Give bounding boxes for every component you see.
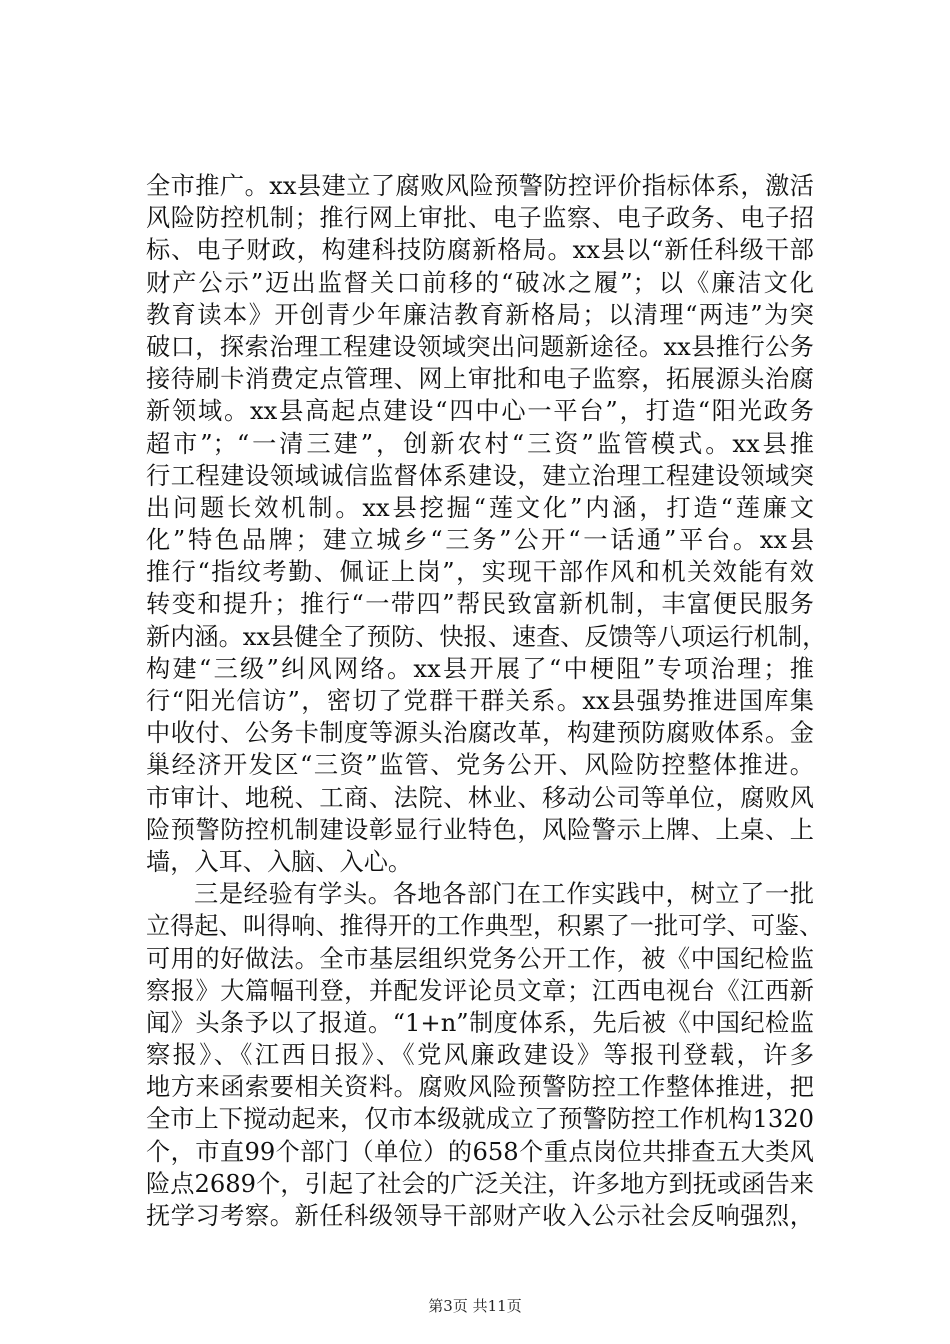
text-line: 全市上下搅动起来，仅市本级就成立了预警防控工作机构1320: [146, 1105, 814, 1134]
text-line: 墙，入耳、入脑、入心。: [146, 847, 413, 876]
text-line: 构建“三级”纠风网络。xx县开展了“中梗阻”专项治理；推: [146, 654, 814, 683]
text-line: 察报》大篇幅刊登，并配发评论员文章；江西电视台《江西新: [146, 976, 814, 1005]
text-line: 立得起、叫得响、推得开的工作典型，积累了一批可学、可鉴、: [146, 912, 824, 941]
text-line: 推行“指纹考勤、佩证上岗”，实现干部作风和机关效能有效: [146, 558, 814, 587]
text-line: 化”特色品牌；建立城乡“三务”公开“一话通”平台。xx县: [146, 526, 814, 555]
text-line: 险点2689个，引起了社会的广泛关注，许多地方到抚或函告来: [146, 1169, 814, 1198]
text-line: 风险防控机制；推行网上审批、电子监察、电子政务、电子招: [146, 204, 814, 233]
text-line: 新领域。xx县高起点建设“四中心一平台”，打造“阳光政务: [146, 397, 814, 426]
text-line: 破口，探索治理工程建设领域突出问题新途径。xx县推行公务: [146, 332, 814, 361]
text-line: 抚学习考察。新任科级领导干部财产收入公示社会反响强烈，: [146, 1202, 814, 1230]
text-line: 中收付、公务卡制度等源头治腐改革，构建预防腐败体系。金: [146, 719, 814, 748]
text-line: 教育读本》开创青少年廉洁教育新格局；以清理“两违”为突: [146, 300, 814, 329]
text-line: 巢经济开发区“三资”监管、党务公开、风险防控整体推进。: [146, 751, 814, 780]
document-body: [146, 170, 827, 1232]
text-line: 接待刷卡消费定点管理、网上审批和电子监察，拓展源头治腐: [146, 365, 814, 394]
text-line: 闻》头条予以了报道。“1+n”制度体系，先后被《中国纪检监: [146, 1008, 814, 1037]
text-line: 市审计、地税、工商、法院、林业、移动公司等单位，腐败风: [146, 783, 814, 812]
text-line: 可用的好做法。全市基层组织党务公开工作，被《中国纪检监: [146, 944, 814, 973]
text-line: 标、电子财政，构建科技防腐新格局。xx县以“新任科级干部: [146, 236, 814, 265]
text-line: 行工程建设领域诚信监督体系建设，建立治理工程建设领域突: [146, 461, 814, 490]
paragraph-first-line: 三是经验有学头。各地各部门在工作实践中，树立了一批: [194, 880, 814, 909]
text-line: 行“阳光信访”，密切了党群干群关系。xx县强势推进国库集: [146, 687, 814, 715]
text-line: 险预警防控机制建设彰显行业特色，风险警示上牌、上桌、上: [146, 815, 814, 844]
text-line: 出问题长效机制。xx县挖掘“莲文化”内涵，打造“莲廉文: [146, 493, 814, 522]
text-line: 超市”；“一清三建”，创新农村“三资”监管模式。xx县推: [146, 429, 814, 458]
page-number-footer: 第3页 共11页: [428, 1297, 522, 1315]
text-line: 地方来函索要相关资料。腐败风险预警防控工作整体推进，把: [146, 1073, 814, 1102]
text-line: 察报》、《江西日报》、《党风廉政建设》等报刊登载，许多: [146, 1041, 814, 1070]
text-line: 财产公示”迈出监督关口前移的“破冰之履”；以《廉洁文化: [146, 268, 814, 297]
text-line: 转变和提升；推行“一带四”帮民致富新机制，丰富便民服务: [146, 590, 814, 619]
text-line: 新内涵。xx县健全了预防、快报、速查、反馈等八项运行机制，: [146, 622, 827, 651]
text-line: 全市推广。xx县建立了腐败风险预警防控评价指标体系，激活: [146, 172, 814, 200]
text-line: 个，市直99个部门（单位）的658个重点岗位共排查五大类风: [146, 1137, 814, 1166]
